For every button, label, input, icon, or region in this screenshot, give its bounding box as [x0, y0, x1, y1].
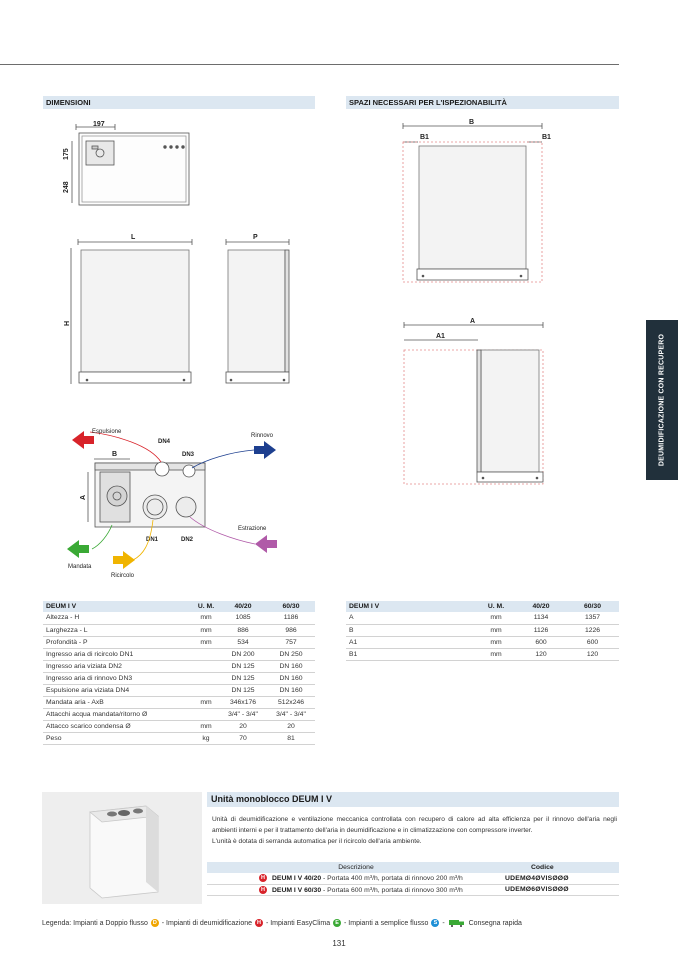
legend-text: - Impianti a semplice flusso — [344, 919, 429, 927]
dim-L: L — [131, 234, 136, 241]
dim-B-top-view: B — [112, 451, 118, 458]
label-DN2: DN2 — [181, 537, 194, 543]
legend-text: Consegna rapida — [468, 919, 522, 927]
side-view — [226, 239, 289, 383]
single-flow-badge-icon: S — [431, 919, 439, 927]
table-cell: mm — [193, 720, 219, 732]
table-header-row — [346, 601, 619, 612]
table-row — [43, 672, 315, 684]
table-cell: 1357 — [566, 612, 619, 624]
table-cell: 1134 — [516, 612, 566, 624]
table-header: 40/20 — [219, 601, 267, 612]
table-cell: 886 — [219, 624, 267, 636]
table-cell: mm — [193, 636, 219, 648]
label-ricircolo: Ricircolo — [111, 573, 135, 579]
label-DN3: DN3 — [182, 452, 195, 458]
table-row — [43, 636, 315, 648]
table-row — [43, 696, 315, 708]
table-row — [43, 648, 315, 660]
table-cell: A1 — [346, 636, 476, 648]
table-cell — [193, 648, 219, 660]
table-cell — [193, 672, 219, 684]
product-code: UDEMØ4ØVISØØØ — [505, 873, 619, 884]
product-row-desc — [207, 884, 505, 895]
dimensions-title: DIMENSIONI — [46, 98, 91, 107]
product-title: Unità monoblocco DEUM I V — [211, 794, 333, 804]
product-desc-paragraph: L'unità è dotata di serranda automatica per il ricircolo dell'aria ambiente. — [212, 838, 422, 845]
dim-197: 197 — [93, 121, 105, 128]
product-code: UDEMØ6ØVISØØØ — [505, 884, 619, 895]
table-cell: 1186 — [267, 612, 315, 624]
table-header: 60/30 — [267, 601, 315, 612]
table-cell: mm — [476, 612, 516, 624]
label-DN1: DN1 — [146, 537, 159, 543]
dimensions-table — [43, 601, 315, 745]
product-desc-paragraph: Unità di deumidificazione e ventilazione meccanica controllata con recupero di calore ad alta efficienza per il rinnovo dell'aria negli ambienti interni e per il trattamento dell'aria in deumidificazione e in climatizzazione con compressore inverter. — [212, 816, 617, 834]
table-cell: mm — [476, 624, 516, 636]
table-cell: 3/4" - 3/4" — [219, 708, 267, 720]
table-cell: Altezza - H — [43, 612, 193, 624]
table-cell: Profondità - P — [43, 636, 193, 648]
product-row-desc — [207, 873, 505, 884]
label-DN4: DN4 — [158, 439, 171, 445]
table-cell: 757 — [267, 636, 315, 648]
table-cell: DN 160 — [267, 660, 315, 672]
table-header-row — [207, 862, 619, 873]
table-header: DEUM I V — [43, 601, 193, 612]
dim-H: H — [64, 320, 71, 326]
table-cell: 20 — [219, 720, 267, 732]
table-row — [43, 732, 315, 744]
table-cell: 3/4" - 3/4" — [267, 708, 315, 720]
label-mandata: Mandata — [68, 564, 92, 570]
table-row — [207, 884, 619, 895]
top-connection-view — [88, 459, 205, 527]
table-cell: mm — [193, 624, 219, 636]
dim-B1-left: B1 — [420, 134, 429, 141]
table-cell: DN 160 — [267, 672, 315, 684]
table-cell: 1085 — [219, 612, 267, 624]
table-cell: kg — [193, 732, 219, 744]
table-cell: mm — [193, 612, 219, 624]
unit-illustration — [42, 792, 202, 904]
table-header-row — [43, 601, 315, 612]
table-cell: Ingresso aria di ricircolo DN1 — [43, 648, 193, 660]
dim-248: 248 — [63, 181, 70, 193]
table-row — [43, 660, 315, 672]
table-cell: DN 125 — [219, 660, 267, 672]
table-cell: Attacco scarico condensa Ø — [43, 720, 193, 732]
table-cell — [193, 660, 219, 672]
model-name: DEUM I V 40/20 — [272, 875, 322, 883]
table-cell: 120 — [566, 648, 619, 660]
table-row — [346, 648, 619, 660]
table-cell — [193, 708, 219, 720]
truck-icon — [449, 920, 465, 927]
product-codes-table — [207, 862, 619, 896]
legend — [42, 919, 522, 927]
table-header: U. M. — [476, 601, 516, 612]
table-row — [346, 636, 619, 648]
col-description: Descrizione — [207, 862, 505, 873]
label-rinnovo: Rinnovo — [251, 433, 274, 439]
table-header: DEUM I V — [346, 601, 476, 612]
product-description — [212, 814, 617, 847]
label-espulsione: Espulsione — [92, 429, 122, 435]
inspection-front-view — [403, 123, 542, 282]
table-row — [346, 624, 619, 636]
inspection-table — [346, 601, 619, 661]
dim-B1-right: B1 — [542, 134, 551, 141]
dim-B-top: B — [469, 119, 475, 126]
table-cell: 346x176 — [219, 696, 267, 708]
dim-175: 175 — [63, 148, 70, 160]
legend-text: - — [442, 919, 447, 927]
table-cell: Attacchi acqua mandata/ritorno Ø — [43, 708, 193, 720]
table-cell: B — [346, 624, 476, 636]
inspection-side-view — [404, 322, 543, 484]
table-cell: Larghezza - L — [43, 624, 193, 636]
table-cell: 534 — [219, 636, 267, 648]
table-row — [43, 720, 315, 732]
dehumidification-badge-icon: H — [259, 886, 267, 894]
side-tab-label: DEUMIDIFICAZIONE CON RECUPERO — [658, 333, 666, 467]
table-cell: 20 — [267, 720, 315, 732]
model-spec: - Portata 600 m³/h, portata di rinnovo 300 m³/h — [321, 886, 463, 894]
product-block — [42, 792, 619, 904]
table-cell: mm — [193, 696, 219, 708]
inspection-title: SPAZI NECESSARI PER L'ISPEZIONABILITÀ — [349, 98, 507, 107]
table-header: 40/20 — [516, 601, 566, 612]
table-cell: DN 200 — [219, 648, 267, 660]
table-cell: A — [346, 612, 476, 624]
model-spec: - Portata 400 m³/h, portata di rinnovo 200 m³/h — [321, 875, 463, 883]
table-cell: Mandata aria - AxB — [43, 696, 193, 708]
small-front-view — [72, 124, 189, 205]
table-cell: DN 250 — [267, 648, 315, 660]
table-row — [207, 873, 619, 884]
table-cell: Peso — [43, 732, 193, 744]
table-header: 60/30 — [566, 601, 619, 612]
mandata-arrow — [67, 525, 112, 558]
dehumidification-badge-icon: H — [255, 919, 263, 927]
table-cell: DN 125 — [219, 684, 267, 696]
table-cell: 986 — [267, 624, 315, 636]
model-name: DEUM I V 60/30 — [272, 886, 322, 894]
product-title-bar — [207, 792, 619, 807]
table-cell: Ingresso aria di rinnovo DN3 — [43, 672, 193, 684]
legend-text: Legenda: Impianti a Doppio flusso — [42, 919, 148, 927]
table-cell: 512x246 — [267, 696, 315, 708]
label-estrazione: Estrazione — [238, 526, 267, 532]
table-cell: Ingresso aria viziata DN2 — [43, 660, 193, 672]
dim-A-top-view: A — [80, 494, 87, 500]
product-photo — [42, 792, 202, 904]
table-cell: 70 — [219, 732, 267, 744]
col-code: Codice — [505, 862, 619, 873]
table-cell: 1126 — [516, 624, 566, 636]
table-cell: 1226 — [566, 624, 619, 636]
table-row — [43, 684, 315, 696]
table-cell: 81 — [267, 732, 315, 744]
table-cell: 120 — [516, 648, 566, 660]
table-cell: 600 — [566, 636, 619, 648]
table-cell: Espulsione aria viziata DN4 — [43, 684, 193, 696]
legend-text: - Impianti di deumidificazione — [161, 919, 253, 927]
easyclima-badge-icon: E — [333, 919, 341, 927]
table-cell: B1 — [346, 648, 476, 660]
dim-A-top: A — [470, 318, 476, 325]
table-header: U. M. — [193, 601, 219, 612]
side-tab — [646, 320, 678, 480]
table-cell: DN 125 — [219, 672, 267, 684]
table-row — [43, 708, 315, 720]
dehumidification-badge-icon: H — [259, 874, 267, 882]
front-view — [71, 239, 192, 384]
page-number: 131 — [332, 939, 346, 948]
table-cell — [193, 684, 219, 696]
table-cell: 600 — [516, 636, 566, 648]
legend-text: - Impianti EasyClima — [265, 919, 331, 927]
table-row — [43, 624, 315, 636]
table-cell: mm — [476, 636, 516, 648]
double-flow-badge-icon: D — [151, 919, 159, 927]
table-row — [346, 612, 619, 624]
dim-A1: A1 — [436, 333, 445, 340]
dim-P: P — [253, 234, 258, 241]
table-cell: DN 160 — [267, 684, 315, 696]
table-cell: mm — [476, 648, 516, 660]
table-row — [43, 612, 315, 624]
